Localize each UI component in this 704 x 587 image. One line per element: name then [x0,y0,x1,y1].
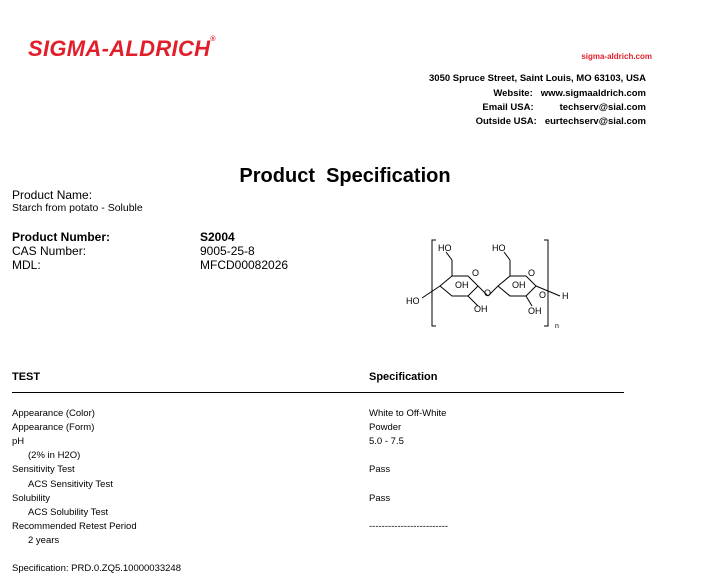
label-o: O [528,268,536,278]
product-number-label: Product Number: [12,230,111,244]
label-ho: HO [492,243,506,253]
specification-footer: Specification: PRD.0.ZQ5.10000033248 [12,563,181,574]
spec-cell: Powder [369,422,402,433]
header-divider [12,392,624,393]
contact-key: Email USA: [482,102,534,113]
mdl-label: MDL: [12,258,41,272]
cas-number-label: CAS Number: [12,244,87,258]
test-subcell: (2% in H2O) [28,450,81,461]
label-o: O [484,288,492,298]
contact-value[interactable]: eurtechserv@sial.com [544,116,646,127]
website-short[interactable]: sigma-aldrich.com [581,52,652,61]
spec-cell: 5.0 - 7.5 [369,436,404,447]
contact-value[interactable]: www.sigmaaldrich.com [540,88,646,99]
test-cell: Sensitivity Test [12,464,75,475]
mdl-value: MFCD00082026 [200,258,289,272]
spec-column-header: Specification [369,371,438,383]
label-n: n [555,323,559,330]
test-cell: Appearance (Color) [12,408,95,419]
contact-website [493,88,646,99]
label-ho: HO [406,296,420,306]
spec-cell: Pass [369,464,391,475]
product-name-label: Product Name: [12,188,93,202]
test-cell: Appearance (Form) [12,422,95,433]
contact-value[interactable]: techserv@sial.com [559,102,646,113]
page-title: Product Specification [239,165,451,187]
spec-cell: ------------------------- [369,521,449,532]
label-oh: OH [455,280,469,290]
label-oh: OH [528,306,542,316]
contact-key: Website: [493,88,533,99]
product-name-value: Starch from potato - Soluble [12,202,143,214]
test-cell: Recommended Retest Period [12,521,137,532]
spec-cell: White to Off-White [369,408,447,419]
starch-structure-diagram [400,238,580,330]
test-column-header: TEST [12,371,41,383]
test-subcell: 2 years [28,535,60,546]
label-o: O [472,268,480,278]
cas-number-value: 9005-25-8 [200,244,255,258]
test-subcell: ACS Sensitivity Test [28,479,113,490]
test-subcell: ACS Solubility Test [28,507,109,518]
product-number-value: S2004 [200,230,235,244]
contact-key: Outside USA: [475,116,537,127]
label-h: H [562,291,569,301]
label-oh: OH [474,304,488,314]
spec-cell: Pass [369,493,391,504]
contact-email-usa [482,102,646,113]
label-ho: HO [438,243,452,253]
address: 3050 Spruce Street, Saint Louis, MO 63103, USA [429,73,646,84]
test-cell: pH [12,436,25,447]
test-cell: Solubility [12,493,51,504]
label-oh: OH [512,280,526,290]
sigma-aldrich-logo: SIGMA-ALDRICH® [28,36,216,61]
contact-outside-usa [476,116,646,127]
label-o: O [539,290,547,300]
